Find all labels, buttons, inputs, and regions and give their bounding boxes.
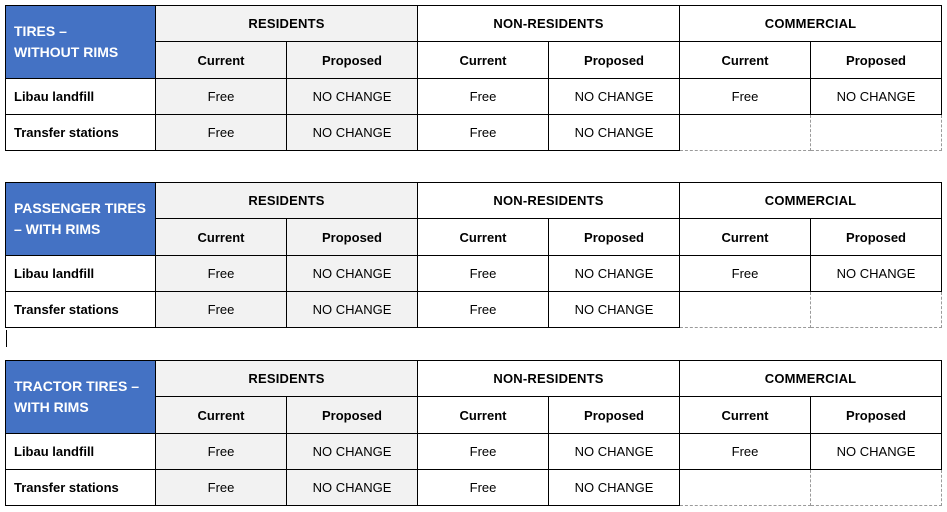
col-header-proposed: Proposed — [287, 42, 418, 79]
col-header-current: Current — [680, 42, 811, 79]
col-header-proposed: Proposed — [287, 219, 418, 256]
col-header-proposed: Proposed — [811, 397, 942, 434]
title-line-1: TIRES – — [14, 23, 67, 39]
table-cell: Free — [156, 256, 287, 292]
fee-table-tires-without-rims — [5, 5, 942, 151]
text-cursor — [6, 330, 7, 347]
group-header-residents: RESIDENTS — [156, 183, 418, 219]
col-header-current: Current — [156, 219, 287, 256]
group-header-commercial: COMMERCIAL — [680, 361, 942, 397]
table-cell: Free — [156, 470, 287, 506]
group-header-residents: RESIDENTS — [156, 6, 418, 42]
table-row — [6, 115, 942, 151]
table-cell: Free — [156, 115, 287, 151]
table-cell: NO CHANGE — [811, 79, 942, 115]
table-cell: NO CHANGE — [549, 470, 680, 506]
table-row — [6, 256, 942, 292]
row-label: Transfer stations — [6, 115, 156, 151]
table-cell: NO CHANGE — [549, 256, 680, 292]
table-cell: Free — [418, 434, 549, 470]
table-cell: NO CHANGE — [549, 434, 680, 470]
table-cell: NO CHANGE — [549, 292, 680, 328]
table-title — [6, 6, 156, 79]
group-header-residents: RESIDENTS — [156, 361, 418, 397]
table-cell: Free — [418, 292, 549, 328]
col-header-proposed: Proposed — [287, 397, 418, 434]
table-cell: NO CHANGE — [811, 434, 942, 470]
group-header-non-residents: NON-RESIDENTS — [418, 183, 680, 219]
fee-table-passenger-tires-with-rims — [5, 182, 942, 328]
table-cell: Free — [680, 256, 811, 292]
col-header-proposed: Proposed — [811, 42, 942, 79]
col-header-current: Current — [418, 42, 549, 79]
row-label: Transfer stations — [6, 470, 156, 506]
group-header-non-residents: NON-RESIDENTS — [418, 6, 680, 42]
col-header-proposed: Proposed — [549, 219, 680, 256]
table-cell: NO CHANGE — [287, 434, 418, 470]
table-cell: Free — [156, 292, 287, 328]
title-line-1: TRACTOR TIRES – — [14, 378, 139, 394]
table-row — [6, 292, 942, 328]
col-header-current: Current — [418, 219, 549, 256]
table-cell: NO CHANGE — [287, 256, 418, 292]
empty-cell — [811, 115, 942, 151]
table-title — [6, 183, 156, 256]
table-cell: Free — [418, 470, 549, 506]
col-header-proposed: Proposed — [811, 219, 942, 256]
table-cell: Free — [156, 434, 287, 470]
col-header-current: Current — [156, 397, 287, 434]
empty-cell — [680, 470, 811, 506]
table-row — [6, 470, 942, 506]
col-header-current: Current — [680, 219, 811, 256]
table-cell: Free — [418, 256, 549, 292]
group-header-commercial: COMMERCIAL — [680, 183, 942, 219]
table-cell: NO CHANGE — [549, 115, 680, 151]
col-header-current: Current — [680, 397, 811, 434]
title-line-2: WITHOUT RIMS — [14, 44, 119, 60]
row-label: Libau landfill — [6, 79, 156, 115]
col-header-proposed: Proposed — [549, 42, 680, 79]
title-line-2: WITH RIMS — [14, 399, 89, 415]
table-row — [6, 79, 942, 115]
fee-table-tractor-tires-with-rims — [5, 360, 942, 506]
group-header-non-residents: NON-RESIDENTS — [418, 361, 680, 397]
title-line-1: PASSENGER TIRES — [14, 200, 146, 216]
table-cell: Free — [156, 79, 287, 115]
table-cell: NO CHANGE — [549, 79, 680, 115]
group-header-commercial: COMMERCIAL — [680, 6, 942, 42]
table-cell: NO CHANGE — [287, 115, 418, 151]
table-cell: NO CHANGE — [287, 79, 418, 115]
table-cell: Free — [418, 115, 549, 151]
empty-cell — [811, 292, 942, 328]
empty-cell — [680, 292, 811, 328]
col-header-current: Current — [418, 397, 549, 434]
table-cell: Free — [680, 434, 811, 470]
table-title — [6, 361, 156, 434]
row-label: Libau landfill — [6, 256, 156, 292]
empty-cell — [680, 115, 811, 151]
table-cell: Free — [680, 79, 811, 115]
table-cell: NO CHANGE — [287, 292, 418, 328]
col-header-current: Current — [156, 42, 287, 79]
col-header-proposed: Proposed — [549, 397, 680, 434]
title-line-2: – WITH RIMS — [14, 221, 101, 237]
table-cell: NO CHANGE — [287, 470, 418, 506]
empty-cell — [811, 470, 942, 506]
row-label: Transfer stations — [6, 292, 156, 328]
row-label: Libau landfill — [6, 434, 156, 470]
table-cell: NO CHANGE — [811, 256, 942, 292]
table-row — [6, 434, 942, 470]
table-cell: Free — [418, 79, 549, 115]
